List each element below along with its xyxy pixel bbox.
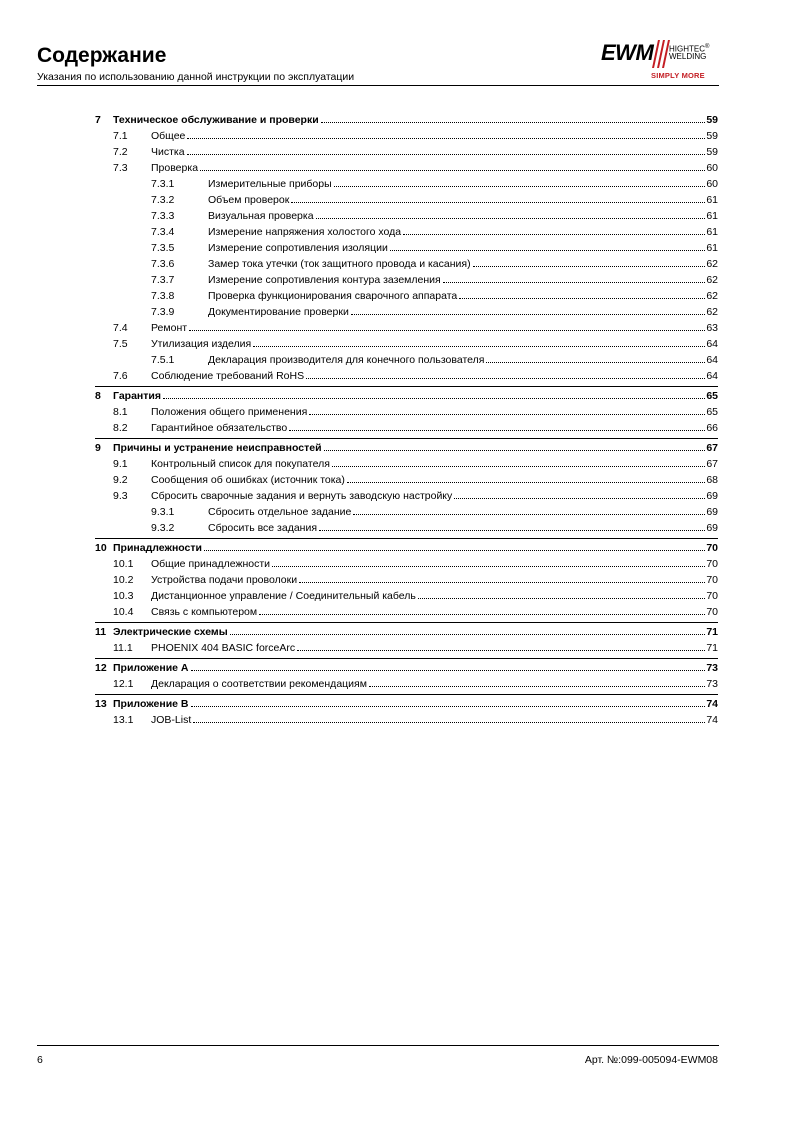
toc-dot-leader <box>230 624 706 635</box>
toc-entry-page: 62 <box>706 258 718 270</box>
toc-entry-number: 7.3.8 <box>151 290 175 302</box>
toc-entry[interactable] <box>0 176 793 192</box>
toc-entry-title: JOB-List <box>151 714 192 726</box>
toc-entry-title: Устройства подачи проволоки <box>151 574 298 586</box>
toc-dot-leader <box>306 368 705 379</box>
chapter-divider <box>95 538 718 539</box>
toc-entry[interactable] <box>0 128 793 144</box>
toc-entry-page: 61 <box>706 210 718 222</box>
toc-entry[interactable] <box>0 640 793 656</box>
toc-entry-number: 7.5.1 <box>151 354 175 366</box>
toc-entry-page: 64 <box>706 354 718 366</box>
toc-entry-number: 10.3 <box>113 590 134 602</box>
toc-entry-number: 7 <box>95 114 101 126</box>
toc-entry-page: 74 <box>706 698 718 710</box>
toc-entry-page: 70 <box>706 542 718 554</box>
page-title: Содержание <box>37 44 167 67</box>
toc-entry-title: Утилизация изделия <box>151 338 252 350</box>
toc-entry-title: Общее <box>151 130 186 142</box>
toc-entry-number: 7.3.6 <box>151 258 175 270</box>
toc-entry[interactable] <box>0 112 793 128</box>
toc-dot-leader <box>289 420 705 431</box>
header-divider <box>37 85 719 86</box>
toc-entry[interactable] <box>0 368 793 384</box>
logo-slogan: SIMPLY MORE <box>651 71 705 80</box>
toc-dot-leader <box>272 556 705 567</box>
toc-entry-number: 11 <box>95 626 107 638</box>
toc-entry-title: Измерение сопротивления контура заземления <box>208 274 441 286</box>
toc-entry[interactable] <box>0 320 793 336</box>
toc-dot-leader <box>332 456 705 467</box>
toc-entry-page: 59 <box>706 114 718 126</box>
toc-entry-title: Связь с компьютером <box>151 606 258 618</box>
toc-entry-number: 9.3.2 <box>151 522 175 534</box>
toc-dot-leader <box>486 352 705 363</box>
toc-entry[interactable] <box>0 388 793 404</box>
toc-entry-page: 64 <box>706 338 718 350</box>
toc-dot-leader <box>259 604 705 615</box>
toc-entry-number: 9.3 <box>113 490 128 502</box>
toc-entry-title: Сбросить все задания <box>208 522 318 534</box>
toc-entry-number: 10 <box>95 542 107 554</box>
toc-entry-page: 74 <box>706 714 718 726</box>
toc-entry-title: Сбросить отдельное задание <box>208 506 352 518</box>
toc-dot-leader <box>163 388 705 399</box>
toc-dot-leader <box>321 112 706 123</box>
toc-entry-number: 7.3.5 <box>151 242 175 254</box>
toc-dot-leader <box>204 540 705 551</box>
toc-dot-leader <box>443 272 706 283</box>
toc-entry-page: 73 <box>706 678 718 690</box>
toc-entry-page: 62 <box>706 274 718 286</box>
toc-entry-page: 68 <box>706 474 718 486</box>
toc-entry-page: 59 <box>706 146 718 158</box>
toc-entry[interactable] <box>0 440 793 456</box>
toc-entry[interactable] <box>0 660 793 676</box>
toc-entry-title: Декларация производителя для конечного пользователя <box>208 354 485 366</box>
toc-dot-leader <box>297 640 705 651</box>
toc-entry-title: Сбросить сварочные задания и вернуть заводскую настройку <box>151 490 453 502</box>
toc-dot-leader <box>309 404 705 415</box>
toc-dot-leader <box>418 588 705 599</box>
toc-entry-title: Гарантия <box>113 390 161 402</box>
toc-entry[interactable] <box>0 352 793 368</box>
toc-entry-title: Визуальная проверка <box>208 210 314 222</box>
toc-entry-page: 61 <box>706 194 718 206</box>
toc-entry-number: 7.4 <box>113 322 128 334</box>
toc-entry-page: 67 <box>706 458 718 470</box>
toc-entry[interactable] <box>0 256 793 272</box>
toc-entry-title: Контрольный список для покупателя <box>151 458 330 470</box>
toc-entry-number: 9 <box>95 442 101 454</box>
logo-brand: EWM <box>601 40 654 65</box>
toc-entry-page: 66 <box>706 422 718 434</box>
toc-entry-number: 7.3.4 <box>151 226 175 238</box>
toc-entry-number: 12.1 <box>113 678 134 690</box>
toc-entry-number: 10.4 <box>113 606 134 618</box>
toc-entry-number: 7.3.7 <box>151 274 175 286</box>
toc-dot-leader <box>299 572 705 583</box>
toc-entry-title: Приложение B <box>113 698 189 710</box>
toc-entry-number: 9.1 <box>113 458 128 470</box>
toc-entry[interactable] <box>0 160 793 176</box>
toc-entry-number: 8 <box>95 390 101 402</box>
toc-dot-leader <box>353 504 705 515</box>
toc-entry-title: Декларация о соответствии рекомендациям <box>151 678 367 690</box>
toc-entry[interactable] <box>0 288 793 304</box>
chapter-divider <box>95 386 718 387</box>
toc-entry[interactable] <box>0 676 793 692</box>
ewm-logo <box>601 38 719 84</box>
toc-entry-page: 69 <box>706 506 718 518</box>
toc-entry-title: Ремонт <box>151 322 188 334</box>
toc-entry[interactable] <box>0 556 793 572</box>
toc-entry-number: 9.3.1 <box>151 506 175 518</box>
toc-dot-leader <box>351 304 706 315</box>
toc-entry[interactable] <box>0 712 793 728</box>
toc-entry-page: 73 <box>706 662 718 674</box>
toc-entry-number: 7.1 <box>113 130 128 142</box>
chapter-divider <box>95 694 718 695</box>
toc-dot-leader <box>473 256 706 267</box>
toc-entry-number: 7.3.1 <box>151 178 175 190</box>
toc-entry-title: Объем проверок <box>208 194 290 206</box>
logo-hightec: HIGHTEC® <box>669 44 710 54</box>
toc-entry-title: Гарантийное обязательство <box>151 422 288 434</box>
chapter-divider <box>95 658 718 659</box>
toc-entry-page: 69 <box>706 490 718 502</box>
toc-entry-title: PHOENIX 404 BASIC forceArc <box>151 642 296 654</box>
toc-entry-page: 70 <box>706 606 718 618</box>
toc-entry-title: Измерение сопротивления изоляции <box>208 242 388 254</box>
toc-entry[interactable] <box>0 588 793 604</box>
toc-entry[interactable] <box>0 240 793 256</box>
toc-entry-title: Измерение напряжения холостого хода <box>208 226 402 238</box>
toc-entry[interactable] <box>0 224 793 240</box>
toc-entry[interactable] <box>0 304 793 320</box>
toc-entry-page: 71 <box>706 626 718 638</box>
toc-entry-title: Замер тока утечки (ток защитного провода и касания) <box>208 258 471 270</box>
toc-dot-leader <box>324 440 706 451</box>
toc-entry-number: 7.3.9 <box>151 306 175 318</box>
toc-entry-title: Техническое обслуживание и проверки <box>113 114 319 126</box>
toc-entry-number: 13 <box>95 698 107 710</box>
toc-entry-page: 67 <box>706 442 718 454</box>
toc-entry-number: 8.1 <box>113 406 128 418</box>
toc-entry-number: 8.2 <box>113 422 128 434</box>
toc-entry-title: Приложение A <box>113 662 189 674</box>
toc-entry-page: 62 <box>706 306 718 318</box>
toc-entry-page: 63 <box>706 322 718 334</box>
toc-entry-page: 64 <box>706 370 718 382</box>
toc-entry[interactable] <box>0 456 793 472</box>
toc-dot-leader <box>334 176 706 187</box>
toc-entry-number: 7.3 <box>113 162 128 174</box>
logo-welding: WELDING <box>669 52 707 61</box>
toc-entry[interactable] <box>0 272 793 288</box>
toc-entry-title: Дистанционное управление / Соединительный кабель <box>151 590 416 602</box>
footer-page-number: 6 <box>37 1054 43 1066</box>
toc-entry-page: 70 <box>706 574 718 586</box>
page-subtitle: Указания по использованию данной инструкции по эксплуатации <box>37 71 355 83</box>
toc-entry[interactable] <box>0 336 793 352</box>
toc-entry[interactable] <box>0 208 793 224</box>
toc-entry-title: Причины и устранение неисправностей <box>113 442 322 454</box>
toc-entry-title: Проверка <box>151 162 199 174</box>
toc-entry[interactable] <box>0 520 793 536</box>
toc-dot-leader <box>200 160 705 171</box>
toc-dot-leader <box>291 192 705 203</box>
toc-entry-number: 12 <box>95 662 107 674</box>
toc-entry-page: 60 <box>706 178 718 190</box>
toc-dot-leader <box>187 144 706 155</box>
toc-dot-leader <box>347 472 705 483</box>
toc-entry-title: Электрические схемы <box>113 626 228 638</box>
toc-dot-leader <box>187 128 705 139</box>
toc-entry[interactable] <box>0 504 793 520</box>
toc-entry-title: Документирование проверки <box>208 306 349 318</box>
toc-entry-number: 10.2 <box>113 574 134 586</box>
toc-entry-title: Проверка функционирования сварочного аппарата <box>208 290 458 302</box>
toc-entry-page: 70 <box>706 558 718 570</box>
toc-entry-number: 10.1 <box>113 558 134 570</box>
toc-dot-leader <box>189 320 705 331</box>
toc-entry[interactable] <box>0 540 793 556</box>
footer-article-number: Арт. №:099-005094-EWM08 <box>584 1054 718 1066</box>
toc-entry-number: 7.3.2 <box>151 194 175 206</box>
toc-dot-leader <box>191 696 706 707</box>
toc-entry-page: 70 <box>706 590 718 602</box>
toc-dot-leader <box>319 520 705 531</box>
toc-dot-leader <box>390 240 705 251</box>
footer-divider <box>37 1045 719 1046</box>
toc-dot-leader <box>403 224 705 235</box>
toc-entry-title: Положения общего применения <box>151 406 308 418</box>
toc-entry-page: 71 <box>706 642 718 654</box>
toc-entry-number: 9.2 <box>113 474 128 486</box>
toc-entry[interactable] <box>0 420 793 436</box>
toc-entry-title: Сообщения об ошибках (источник тока) <box>151 474 345 486</box>
toc-entry[interactable] <box>0 488 793 504</box>
toc-entry[interactable] <box>0 472 793 488</box>
toc-dot-leader <box>369 676 705 687</box>
chapter-divider <box>95 622 718 623</box>
toc-entry-page: 60 <box>706 162 718 174</box>
toc-entry-title: Чистка <box>151 146 185 158</box>
toc-dot-leader <box>253 336 705 347</box>
toc-entry-number: 7.2 <box>113 146 128 158</box>
toc-entry-number: 11.1 <box>113 642 133 654</box>
toc-entry[interactable] <box>0 192 793 208</box>
toc-entry[interactable] <box>0 696 793 712</box>
toc-entry[interactable] <box>0 404 793 420</box>
toc-entry[interactable] <box>0 572 793 588</box>
toc-dot-leader <box>454 488 705 499</box>
toc-entry-title: Соблюдение требований RoHS <box>151 370 305 382</box>
toc-entry-page: 59 <box>706 130 718 142</box>
toc-entry[interactable] <box>0 144 793 160</box>
toc-dot-leader <box>193 712 705 723</box>
toc-entry-number: 7.5 <box>113 338 128 350</box>
toc-entry-title: Общие принадлежности <box>151 558 271 570</box>
toc-entry-page: 69 <box>706 522 718 534</box>
toc-entry-number: 13.1 <box>113 714 134 726</box>
toc-entry-page: 65 <box>706 406 718 418</box>
toc-entry-page: 62 <box>706 290 718 302</box>
toc-dot-leader <box>191 660 706 671</box>
toc-entry-page: 61 <box>706 226 718 238</box>
toc-entry-page: 65 <box>706 390 718 402</box>
toc-entry-number: 7.6 <box>113 370 128 382</box>
chapter-divider <box>95 438 718 439</box>
toc-entry[interactable] <box>0 624 793 640</box>
toc-dot-leader <box>316 208 706 219</box>
toc-entry-number: 7.3.3 <box>151 210 175 222</box>
toc-dot-leader <box>459 288 705 299</box>
toc-entry-title: Принадлежности <box>113 542 202 554</box>
toc-entry-page: 61 <box>706 242 718 254</box>
toc-entry[interactable] <box>0 604 793 620</box>
toc-entry-title: Измерительные приборы <box>208 178 332 190</box>
